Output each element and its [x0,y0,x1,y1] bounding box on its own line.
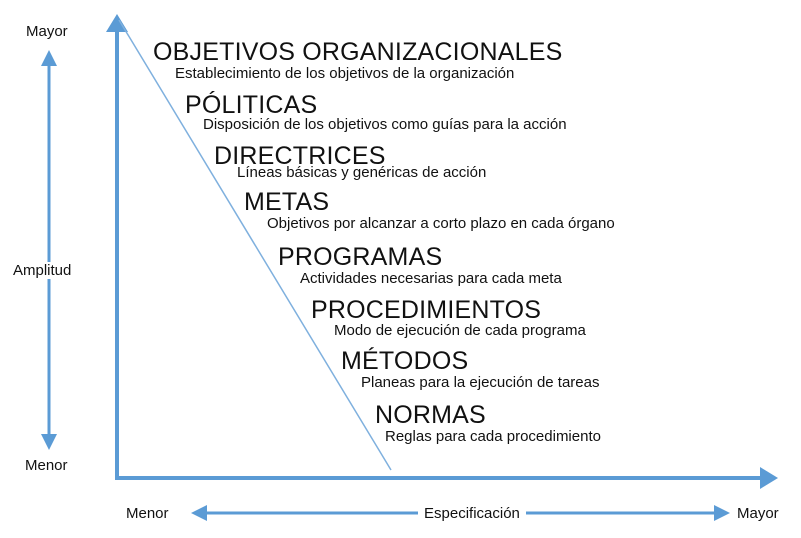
level-title-metodos: MÉTODOS [341,347,469,375]
vertical-axis-top-label: Mayor [26,23,68,40]
horizontal-axis-right-label: Mayor [737,505,779,522]
level-subtitle-directrices: Líneas básicas y genéricas de acción [237,164,487,181]
vertical-axis-middle-label: Amplitud [13,262,72,279]
level-title-directrices: DIRECTRICES [214,142,386,170]
horizontal-axis-left-label: Menor [126,505,169,522]
level-subtitle-metas: Objetivos por alcanzar a corto plazo en cada órgano [267,215,615,232]
level-subtitle-normas: Reglas para cada procedimiento [385,428,601,445]
level-subtitle-metodos: Planeas para la ejecución de tareas [361,374,600,391]
level-title-programas: PROGRAMAS [278,243,443,271]
level-title-metas: METAS [244,188,330,216]
level-title-procedimientos: PROCEDIMIENTOS [311,296,542,324]
level-title-normas: NORMAS [375,401,486,429]
amplitud-arrow-down-icon [41,434,57,450]
especificacion-arrow-left-icon [191,505,207,521]
especificacion-arrow-right-icon [714,505,730,521]
horizontal-axis-arrowhead [760,467,778,489]
level-subtitle-procedimientos: Modo de ejecución de cada programa [334,322,586,339]
level-title-objetivos: OBJETIVOS ORGANIZACIONALES [153,38,563,66]
horizontal-axis-middle-label: Especificación [418,505,526,522]
level-subtitle-objetivos: Establecimiento de los objetivos de la organización [175,65,515,82]
vertical-axis-bottom-label: Menor [25,457,68,474]
level-subtitle-politicas: Disposición de los objetivos como guías para la acción [203,116,567,133]
level-title-politicas: PÓLITICAS [185,91,318,119]
amplitud-arrow-up-icon [41,50,57,66]
level-subtitle-programas: Actividades necesarias para cada meta [300,270,562,287]
